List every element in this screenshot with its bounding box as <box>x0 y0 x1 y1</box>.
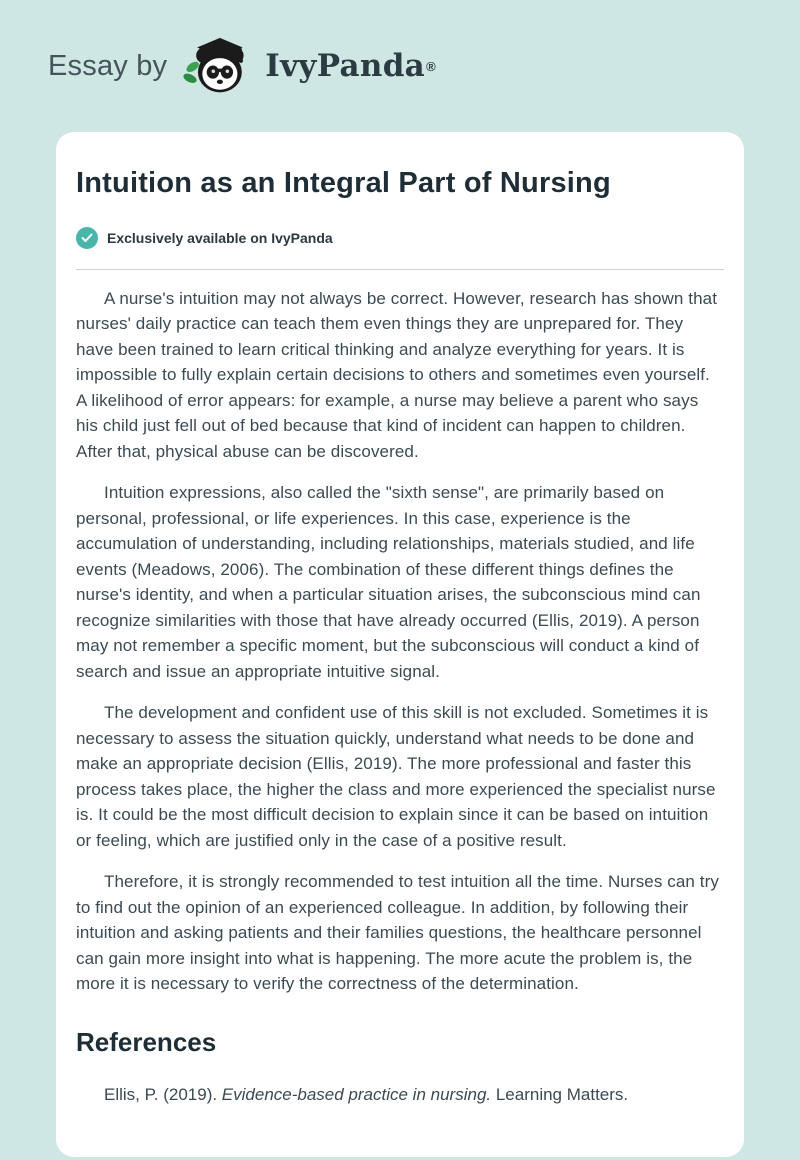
registered-mark: ® <box>426 58 436 74</box>
references-heading: References <box>76 1026 217 1057</box>
check-icon <box>76 227 98 249</box>
availability-badge <box>76 227 724 249</box>
reference-pre: Ellis, P. (2019). <box>104 1084 222 1104</box>
essay-paragraph: A nurse's intuition may not always be correct. However, research has shown that nurses' daily practice can teach them even things they are unprepared for. They have been trained to learn critical thinking and analyze everything for years. It is impossible to fully explain certain decisions to others and sometimes even yourself. A likelihood of error appears: for example, a nurse may believe a parent who says his child just fell out of bed because that kind of incident can happen to children. After that, physical abuse can be discovered. <box>76 288 718 461</box>
essay-by-label: Essay by <box>48 49 168 82</box>
divider <box>76 269 724 270</box>
reference-entry <box>76 1082 724 1108</box>
panda-logo-icon <box>183 35 255 97</box>
reference-title: Evidence-based practice in nursing. <box>221 1084 492 1104</box>
site-header <box>0 0 800 132</box>
availability-badge-label: Exclusively available on IvyPanda <box>107 229 333 246</box>
essay-paragraph: The development and confident use of this skill is not excluded. Sometimes it is necessary to assess the situation quickly, understand what needs to be done and make an appropriate decision (Ellis, 2019). The more professional and faster this process takes place, the higher the class and more experienced the specialist nurse is. It could be the most difficult decision to explain since it can be based on intuition or feeling, which are justified only in the case of a positive result. <box>76 703 716 850</box>
essay-body <box>76 286 724 997</box>
reference-post: Learning Matters. <box>491 1084 629 1104</box>
ivypanda-logo[interactable] <box>183 35 435 97</box>
page-title: Intuition as an Integral Part of Nursing <box>76 167 611 199</box>
essay-card <box>56 132 744 1157</box>
brand-name: IvyPanda <box>265 48 426 84</box>
essay-paragraph: Therefore, it is strongly recommended to test intuition all the time. Nurses can try to find out the opinion of an experienced colleague. In addition, by following their intuition and asking patients and their families questions, the healthcare personnel can gain more insight into what is happening. The more acute the problem is, the more it is necessary to verify the correctness of the determination. <box>76 872 719 994</box>
essay-paragraph: Intuition expressions, also called the "sixth sense", are primarily based on personal, professional, or life experiences. In this case, experience is the accumulation of understanding, including relationships, materials studied, and life events (Meadows, 2006). The combination of these different things defines the nurse's identity, and when a particular situation arises, the subconscious mind can recognize similarities with those that have already occurred (Ellis, 2019). A person may not remember a specific moment, but the subconscious will conduct a kind of search and issue an appropriate intuitive signal. <box>76 483 701 681</box>
